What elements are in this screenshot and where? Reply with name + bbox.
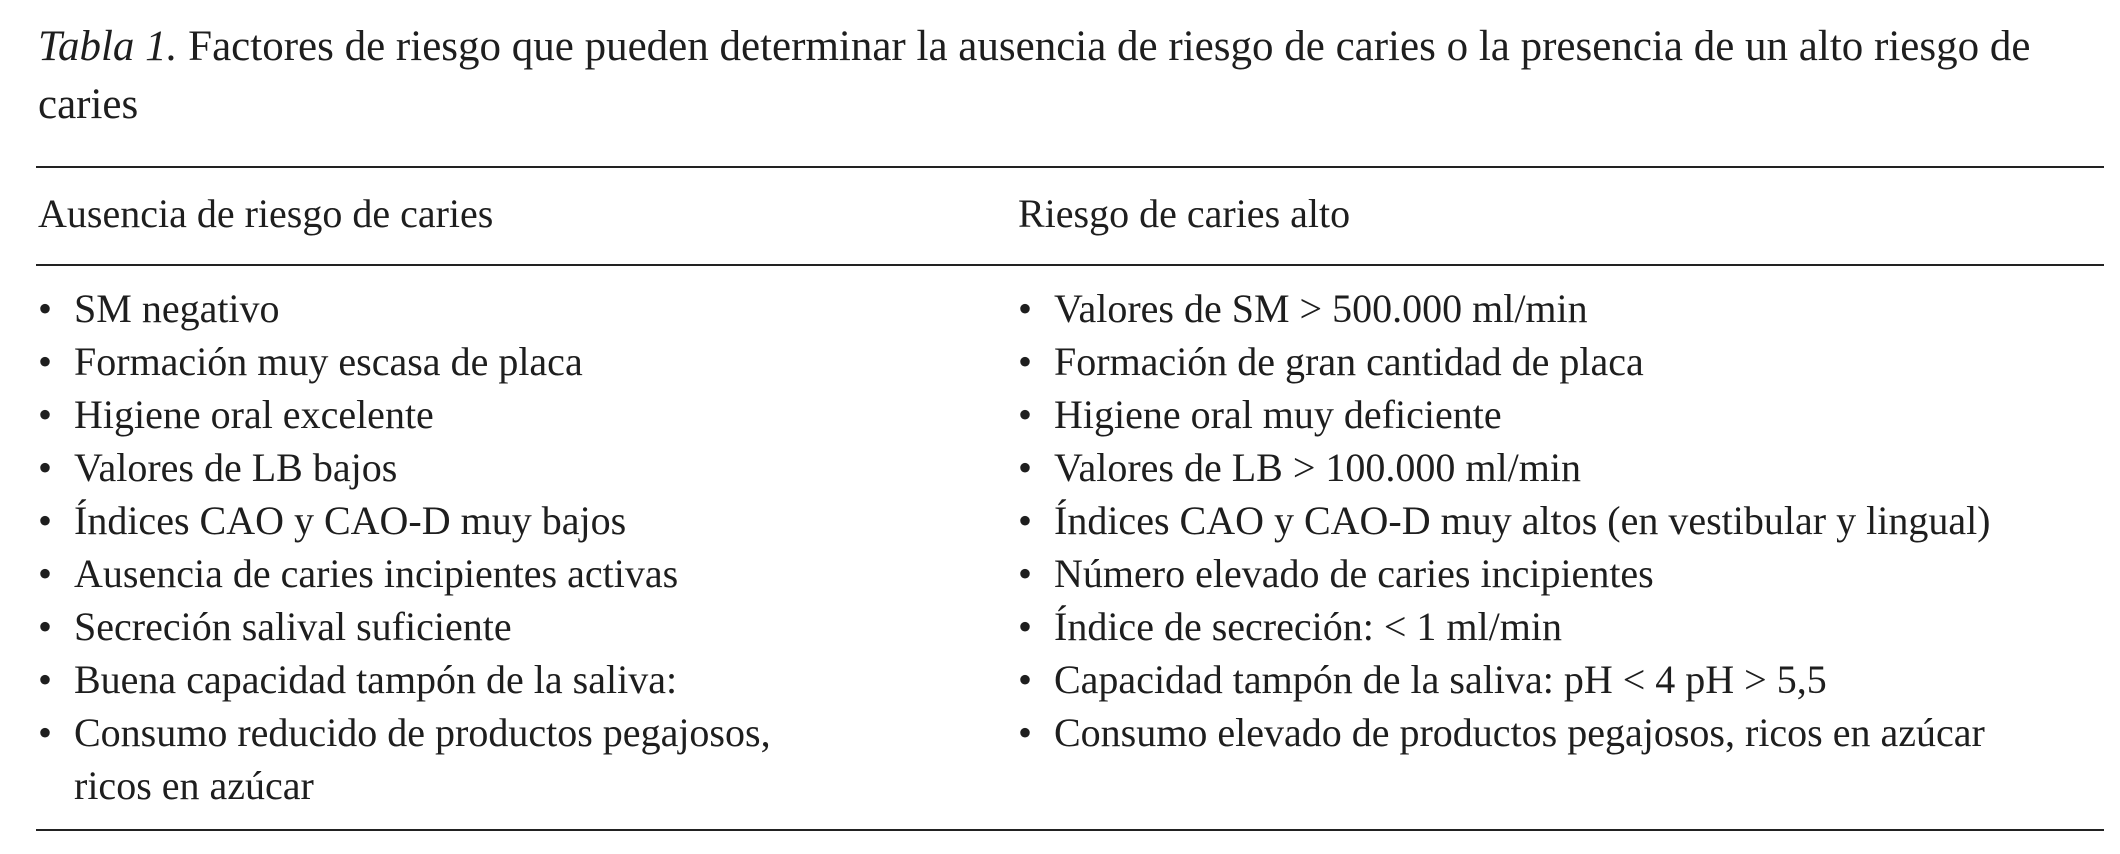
bullet-icon: • bbox=[38, 657, 53, 702]
list-item-text: Capacidad tampón de la saliva: pH < 4 pH > 5,5 bbox=[1054, 657, 1827, 702]
bullet-icon: • bbox=[1018, 286, 1033, 331]
list-item-text: Formación de gran cantidad de placa bbox=[1054, 339, 1644, 384]
list-item-text: Consumo reducido de productos pegajosos, ricos en azúcar bbox=[74, 710, 771, 808]
list-item-text: SM negativo bbox=[74, 286, 280, 331]
list-item-text: Índice de secreción: < 1 ml/min bbox=[1054, 604, 1562, 649]
list-item bbox=[1018, 706, 2098, 759]
bullet-icon: • bbox=[1018, 551, 1033, 596]
list-item bbox=[38, 282, 958, 335]
list-item-text: Número elevado de caries incipientes bbox=[1054, 551, 1654, 596]
list-item-text: Valores de LB bajos bbox=[74, 445, 398, 490]
list-item-text: Valores de LB > 100.000 ml/min bbox=[1054, 445, 1581, 490]
column-header-high-risk: Riesgo de caries alto bbox=[1018, 191, 1351, 236]
bullet-icon: • bbox=[38, 604, 53, 649]
bullet-icon: • bbox=[1018, 710, 1033, 755]
list-item-text: Ausencia de caries incipientes activas bbox=[74, 551, 679, 596]
bullet-icon: • bbox=[38, 445, 53, 490]
list-item bbox=[38, 706, 958, 812]
list-item bbox=[1018, 282, 2098, 335]
high-risk-factor-list bbox=[1018, 282, 2098, 759]
list-item bbox=[1018, 653, 2098, 706]
list-item-text: Higiene oral excelente bbox=[74, 392, 434, 437]
bullet-icon: • bbox=[1018, 392, 1033, 437]
no-risk-factor-list bbox=[38, 282, 958, 812]
table-top-rule bbox=[36, 166, 2104, 168]
list-item bbox=[38, 388, 958, 441]
bullet-icon: • bbox=[1018, 498, 1033, 543]
list-item bbox=[38, 441, 958, 494]
list-item bbox=[1018, 600, 2098, 653]
table-caption bbox=[38, 18, 2068, 134]
list-item bbox=[38, 335, 958, 388]
list-item bbox=[38, 547, 958, 600]
bullet-icon: • bbox=[38, 339, 53, 384]
table-bottom-rule bbox=[36, 829, 2104, 831]
list-item-text: Buena capacidad tampón de la saliva: bbox=[74, 657, 678, 702]
list-item bbox=[1018, 441, 2098, 494]
bullet-icon: • bbox=[38, 392, 53, 437]
list-item-text: Consumo elevado de productos pegajosos, ricos en azúcar bbox=[1054, 710, 1985, 755]
bullet-icon: • bbox=[1018, 604, 1033, 649]
list-item-text: Índices CAO y CAO-D muy altos (en vestibular y lingual) bbox=[1054, 498, 1991, 543]
list-item-text: Valores de SM > 500.000 ml/min bbox=[1054, 286, 1588, 331]
list-item-text: Formación muy escasa de placa bbox=[74, 339, 583, 384]
list-item bbox=[1018, 547, 2098, 600]
list-item bbox=[38, 653, 958, 706]
bullet-icon: • bbox=[38, 498, 53, 543]
table-caption-text: Factores de riesgo que pueden determinar la ausencia de riesgo de caries o la presencia de un alto riesgo de caries bbox=[38, 23, 2031, 128]
list-item bbox=[38, 600, 958, 653]
bullet-icon: • bbox=[1018, 339, 1033, 384]
bullet-icon: • bbox=[38, 551, 53, 596]
list-item bbox=[38, 494, 958, 547]
list-item-text: Secreción salival suficiente bbox=[74, 604, 512, 649]
table-header-rule bbox=[36, 264, 2104, 266]
list-item bbox=[1018, 494, 2098, 547]
column-header-no-risk: Ausencia de riesgo de caries bbox=[38, 191, 494, 236]
bullet-icon: • bbox=[1018, 445, 1033, 490]
bullet-icon: • bbox=[38, 710, 53, 755]
table-caption-label: Tabla 1. bbox=[38, 23, 178, 70]
list-item bbox=[1018, 335, 2098, 388]
list-item-text: Índices CAO y CAO-D muy bajos bbox=[74, 498, 627, 543]
list-item bbox=[1018, 388, 2098, 441]
list-item-text: Higiene oral muy deficiente bbox=[1054, 392, 1502, 437]
bullet-icon: • bbox=[38, 286, 53, 331]
bullet-icon: • bbox=[1018, 657, 1033, 702]
